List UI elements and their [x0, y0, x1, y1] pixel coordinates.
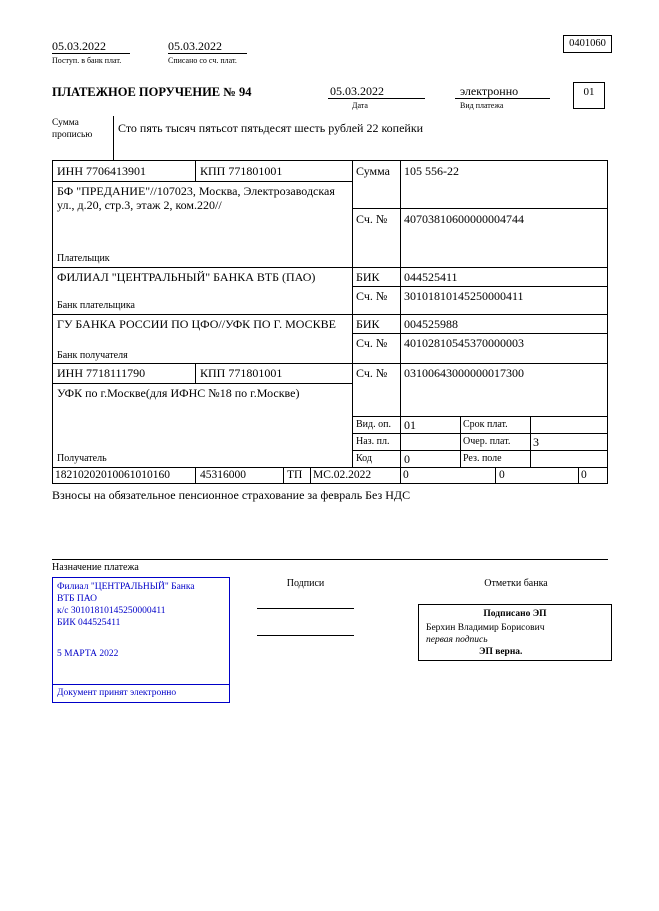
table-border — [52, 267, 608, 268]
kbk-value: 18210202010061010160 — [55, 469, 170, 481]
stamp-corr-account: к/с 30101810145250000411 — [57, 606, 166, 616]
payee-bank-bik-label: БИК — [356, 317, 380, 331]
table-border — [530, 416, 531, 467]
stamp-bank-name-line2: ВТБ ПАО — [57, 594, 97, 604]
code-value: 0 — [404, 452, 410, 466]
payee-bank-account-label: Сч. № — [356, 336, 388, 350]
table-border — [578, 467, 579, 483]
signature-line-2 — [257, 635, 354, 636]
amount-words-cell-border — [113, 116, 114, 160]
payer-bank-section-label: Банк плательщика — [57, 300, 135, 311]
table-border-top — [52, 160, 608, 161]
table-border — [495, 467, 496, 483]
debited-date-underline — [168, 53, 247, 54]
esign-verified: ЭП верна. — [479, 647, 523, 657]
payer-bank-account: 30101810145250000411 — [404, 289, 524, 303]
stamp-bik: БИК 044525411 — [57, 618, 121, 628]
document-date-label: Дата — [352, 101, 368, 110]
table-border — [283, 467, 284, 483]
stamp-bank-name-line1: Филиал "ЦЕНТРАЛЬНЫЙ" Банка — [57, 582, 195, 592]
table-border — [52, 314, 608, 315]
document-date: 05.03.2022 — [330, 84, 384, 98]
signatures-heading: Подписи — [286, 578, 325, 589]
payment-basis-value: ТП — [287, 469, 303, 481]
payee-section-label: Получатель — [57, 453, 107, 464]
payment-kind-label: Вид платежа — [460, 101, 504, 110]
payee-bank-section-label: Банк получателя — [57, 350, 128, 361]
esign-signer-name: Берхин Владимир Борисович — [426, 623, 545, 633]
table-border — [352, 450, 608, 451]
sum-label: Сумма — [356, 164, 390, 178]
payer-status-box: 01 — [573, 82, 605, 109]
payer-section-label: Плательщик — [57, 253, 110, 264]
table-border — [352, 333, 608, 334]
table-border — [352, 208, 608, 209]
document-date-underline — [328, 98, 425, 99]
received-in-bank-label: Поступ. в банк плат. — [52, 56, 122, 65]
payment-kind-underline — [455, 98, 550, 99]
payee-account-label: Сч. № — [356, 366, 388, 380]
table-border — [352, 160, 353, 467]
table-border-left — [52, 160, 53, 483]
payer-account: 40703810600000004744 — [404, 212, 524, 226]
table-border — [195, 467, 196, 483]
stamp-divider — [53, 684, 229, 685]
table-border-bottom — [52, 483, 608, 484]
payee-kpp: КПП 771801001 — [200, 366, 283, 380]
amount-words-label: Сумма прописью — [52, 118, 93, 140]
table-border — [195, 363, 196, 383]
payer-kpp: КПП 771801001 — [200, 164, 283, 178]
priority-label: Очер. плат. — [463, 436, 511, 447]
debited-label: Списано со сч. плат. — [168, 56, 237, 65]
tax-type-value: 0 — [581, 469, 587, 481]
payee-bank-bik: 004525988 — [404, 317, 458, 331]
table-border — [352, 286, 608, 287]
payee-bank-name: ГУ БАНКА РОССИИ ПО ЦФО//УФК ПО Г. МОСКВЕ — [57, 317, 336, 331]
table-border — [195, 160, 196, 181]
sum-value: 105 556-22 — [404, 164, 459, 178]
payee-account: 03100643000000017300 — [404, 366, 524, 380]
op-kind-value: 01 — [404, 418, 416, 432]
payee-bank-account: 40102810545370000003 — [404, 336, 524, 350]
received-in-bank-date: 05.03.2022 — [52, 39, 106, 53]
table-border — [352, 416, 608, 417]
payer-bank-bik-label: БИК — [356, 270, 380, 284]
table-border — [352, 433, 608, 434]
purpose-section-label: Назначение платежа — [52, 562, 139, 573]
purpose-underline — [52, 559, 608, 560]
tax-doc-date-value: 0 — [499, 469, 505, 481]
bank-stamp-box — [52, 577, 230, 703]
table-border — [310, 467, 311, 483]
table-border — [52, 363, 608, 364]
code-label: Код — [356, 453, 372, 464]
payment-kind-value: электронно — [460, 84, 519, 98]
payer-inn: ИНН 7706413901 — [57, 164, 146, 178]
table-border — [52, 181, 352, 182]
payer-bank-name: ФИЛИАЛ "ЦЕНТРАЛЬНЫЙ" БАНКА ВТБ (ПАО) — [57, 270, 316, 284]
table-border — [52, 467, 608, 468]
priority-value: 3 — [533, 435, 539, 449]
payer-name: БФ "ПРЕДАНИЕ"//107023, Москва, Электрозаводская ул., д.20, стр.3, этаж 2, ком.220// — [57, 184, 335, 212]
due-date-label: Срок плат. — [463, 419, 508, 430]
payer-bank-account-label: Сч. № — [356, 289, 388, 303]
table-border — [460, 416, 461, 467]
payer-bank-bik: 044525411 — [404, 270, 458, 284]
signature-line-1 — [257, 608, 354, 609]
amount-words-value: Сто пять тысяч пятьсот пятьдесят шесть рублей 22 копейки — [118, 121, 424, 135]
oktmo-value: 45316000 — [200, 469, 246, 481]
table-border-right — [607, 160, 608, 483]
received-date-underline — [52, 53, 130, 54]
form-code-box: 0401060 — [563, 35, 612, 53]
op-kind-label: Вид. оп. — [356, 419, 391, 430]
stamp-date: 5 МАРТА 2022 — [57, 649, 119, 659]
purpose-code-label: Наз. пл. — [356, 436, 390, 447]
esign-signer-role: первая подпись — [426, 635, 488, 645]
debited-date: 05.03.2022 — [168, 39, 222, 53]
stamp-footer-text: Документ принят электронно — [57, 688, 177, 698]
payee-name: УФК по г.Москве(для ИФНС №18 по г.Москве) — [57, 386, 300, 400]
document-title: ПЛАТЕЖНОЕ ПОРУЧЕНИЕ № 94 — [52, 85, 252, 99]
reserve-field-label: Рез. поле — [463, 453, 502, 464]
table-border — [52, 383, 352, 384]
table-border — [400, 160, 401, 483]
esign-box — [418, 604, 612, 661]
tax-doc-number-value: 0 — [403, 469, 409, 481]
payee-inn: ИНН 7718111790 — [57, 366, 146, 380]
tax-period-value: МС.02.2022 — [313, 469, 372, 481]
bank-marks-heading: Отметки банка — [484, 578, 548, 589]
esign-title: Подписано ЭП — [483, 609, 547, 619]
purpose-text: Взносы на обязательное пенсионное страхование за февраль Без НДС — [52, 488, 411, 502]
payer-account-label: Сч. № — [356, 212, 388, 226]
